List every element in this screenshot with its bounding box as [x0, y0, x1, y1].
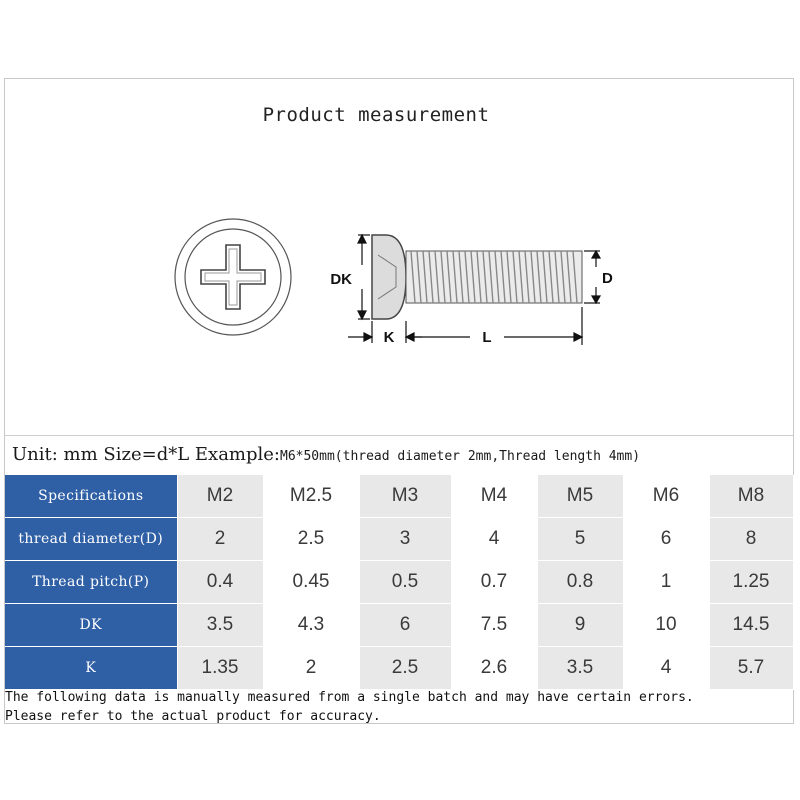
row-header-specifications: Specifications: [5, 475, 177, 518]
screw-side-view: [372, 235, 582, 319]
table-cell: 0.8: [537, 561, 623, 604]
table-cell: 4: [451, 518, 537, 561]
dk-label: DK: [330, 271, 352, 288]
table-cell: 2.5: [263, 518, 359, 561]
table-cell: 2.5: [359, 647, 451, 690]
table-cell: 2.6: [451, 647, 537, 690]
table-row-specifications: [5, 475, 793, 518]
row-header-thread-pitch: Thread pitch(P): [5, 561, 177, 604]
unit-line: [12, 444, 640, 465]
table-row-dk: [5, 604, 793, 647]
l-label: L: [482, 329, 492, 346]
table-cell: 14.5: [709, 604, 793, 647]
table-cell: 8: [709, 518, 793, 561]
table-cell: 2: [263, 647, 359, 690]
size-cell: M3: [359, 475, 451, 518]
table-row-thread-diameter: [5, 518, 793, 561]
table-cell: 3: [359, 518, 451, 561]
size-cell: M8: [709, 475, 793, 518]
table-cell: 6: [359, 604, 451, 647]
table-cell: 1: [623, 561, 709, 604]
table-cell: 4: [623, 647, 709, 690]
size-cell: M5: [537, 475, 623, 518]
table-cell: 5.7: [709, 647, 793, 690]
table-cell: 0.4: [177, 561, 263, 604]
screw-diagram: [160, 215, 620, 359]
table-cell: 1.35: [177, 647, 263, 690]
disclaimer-note: [5, 688, 694, 726]
table-cell: 3.5: [537, 647, 623, 690]
table-cell: 7.5: [451, 604, 537, 647]
table-row-k: [5, 647, 793, 690]
table-cell: 0.5: [359, 561, 451, 604]
table-cell: 5: [537, 518, 623, 561]
section-divider: [5, 435, 793, 436]
table-cell: 9: [537, 604, 623, 647]
unit-example: M6*50mm(thread diameter 2mm,Thread length 4mm): [280, 449, 641, 464]
table-row-thread-pitch: [5, 561, 793, 604]
table-cell: 6: [623, 518, 709, 561]
table-cell: 3.5: [177, 604, 263, 647]
k-label: K: [383, 329, 395, 346]
row-header-k: K: [5, 647, 177, 690]
note-line-2: Please refer to the actual product for accuracy.: [5, 709, 381, 724]
table-cell: 4.3: [263, 604, 359, 647]
table-cell: 0.7: [451, 561, 537, 604]
size-cell: M6: [623, 475, 709, 518]
note-line-1: The following data is manually measured from a single batch and may have certain errors.: [5, 690, 694, 705]
unit-prefix: Unit: mm Size=d*L Example:: [12, 444, 280, 465]
page-title: Product measurement: [262, 104, 490, 126]
table-cell: 1.25: [709, 561, 793, 604]
d-label: D: [602, 270, 613, 287]
table-cell: 10: [623, 604, 709, 647]
row-header-dk: DK: [5, 604, 177, 647]
table-cell: 2: [177, 518, 263, 561]
row-header-thread-diameter: thread diameter(D): [5, 518, 177, 561]
table-cell: 0.45: [263, 561, 359, 604]
size-cell: M2: [177, 475, 263, 518]
spec-table: [5, 475, 794, 690]
size-cell: M4: [451, 475, 537, 518]
size-cell: M2.5: [263, 475, 359, 518]
screw-head-top-view: [175, 219, 291, 335]
